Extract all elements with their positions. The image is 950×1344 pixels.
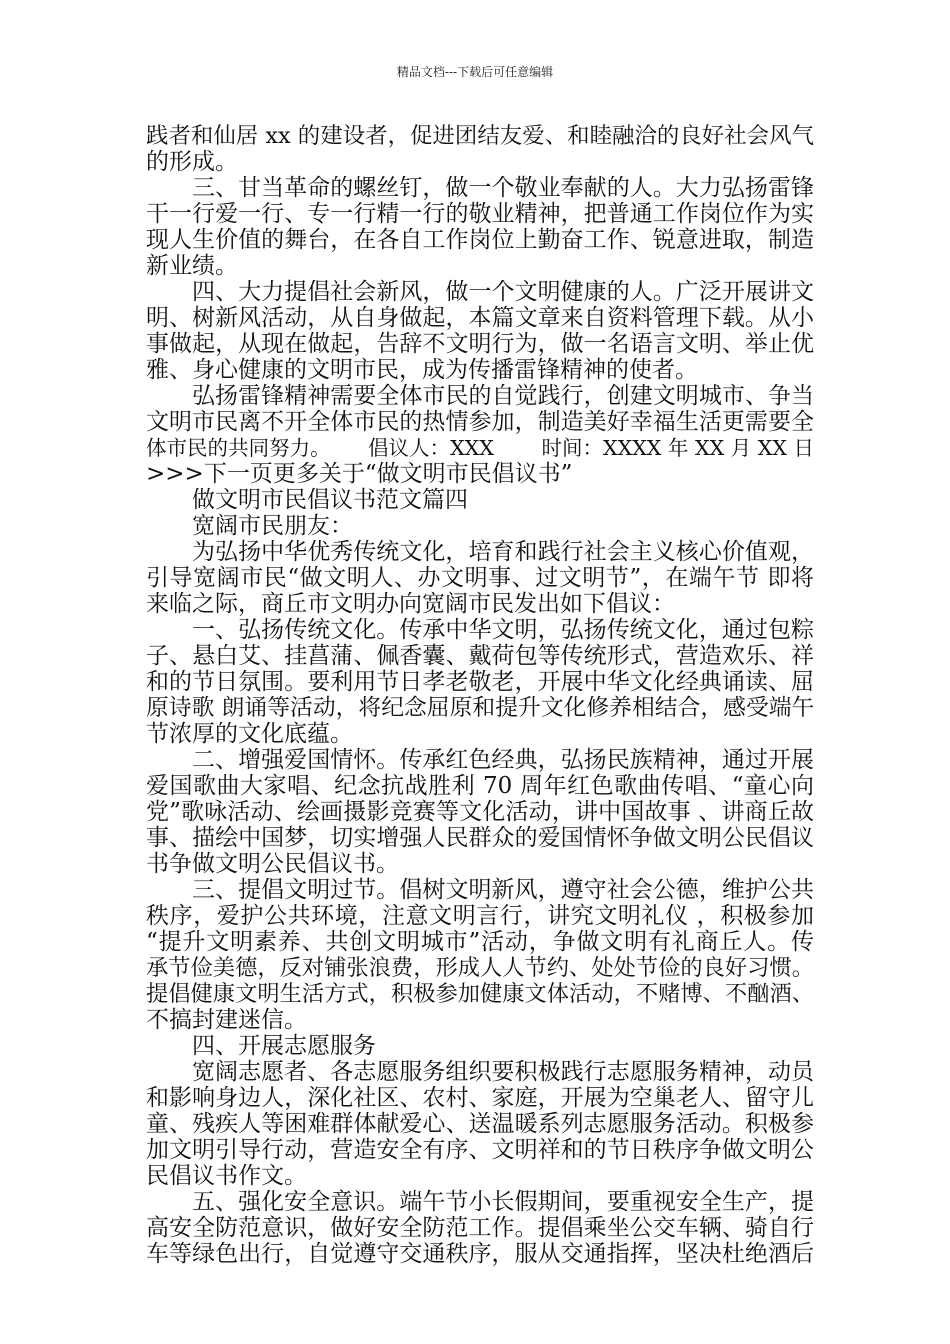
document-body [146, 123, 814, 1267]
text-line: 三、提倡文明过节。倡树文明新风，遵守社会公德，维护公共 [192, 877, 814, 903]
text-line: 党”歌咏活动、绘画摄影竞赛等文化活动，讲中国故事 、讲商丘故 [146, 799, 814, 825]
text-line: 民倡议书作文。 [146, 1163, 307, 1189]
text-line: 来临之际，商丘市文明办向宽阔市民发出如下倡议： [146, 591, 675, 617]
text-line: 做文明市民倡议书范文篇四 [192, 487, 468, 513]
text-line: 新业绩。 [146, 253, 238, 279]
text-line: 二、增强爱国情怀。传承红色经典，弘扬民族精神，通过开展 [192, 747, 814, 773]
text-line: 秩序，爱护公共环境，注意文明言行，讲究文明礼仪 ，积极参加 [146, 903, 814, 929]
text-line: 四、大力提倡社会新风，做一个文明健康的人。广泛开展讲文 [192, 279, 814, 305]
text-line: 节浓厚的文化底蕴。 [146, 721, 353, 747]
text-line: 干一行爱一行、专一行精一行的敬业精神，把普通工作岗位作为实 [146, 201, 814, 227]
text-line: 高安全防范意识，做好安全防范工作。提倡乘坐公交车辆、骑自行 [146, 1215, 814, 1241]
text-line: 爱国歌曲大家唱、纪念抗战胜利 70 周年红色歌曲传唱、“童心向 [146, 773, 814, 799]
text-line: 和影响身边人，深化社区、农村、家庭，开展为空巢老人、留守儿 [146, 1085, 814, 1111]
text-line: >>>下一页更多关于“做文明市民倡议书” [146, 461, 573, 487]
text-line: 体市民的共同努力。 倡议人：XXX 时间：XXXX 年 XX 月 XX 日 [146, 436, 814, 460]
text-line: 子、悬白艾、挂菖蒲、佩香囊、戴荷包等传统形式，营造欢乐、祥 [146, 643, 814, 669]
text-line: 五、强化安全意识。端午节小长假期间，要重视安全生产，提 [192, 1189, 814, 1215]
page-header: 精品文档---下载后可任意编辑 [396, 65, 554, 79]
text-line: 三、甘当革命的螺丝钉，做一个敬业奉献的人。大力弘扬雷锋 [192, 175, 814, 201]
text-line: 践者和仙居 xx 的建设者，促进团结友爱、和睦融洽的良好社会风气 [146, 123, 814, 149]
text-line: 宽阔市民朋友： [192, 513, 353, 539]
text-line: 原诗歌 朗诵等活动，将纪念屈原和提升文化修养相结合，感受端午 [146, 695, 815, 721]
text-line: 现人生价值的舞台，在各自工作岗位上勤奋工作、锐意进取，制造 [146, 227, 814, 253]
text-line: 的形成。 [146, 149, 238, 175]
text-line: “提升文明素养、共创文明城市”活动，争做文明有礼商丘人。传 [146, 929, 814, 955]
text-line: 文明市民离不开全体市民的热情参加，制造美好幸福生活更需要全 [146, 409, 814, 435]
text-line: 引导宽阔市民“做文明人、办文明事、过文明节”，在端午节 即将 [146, 565, 814, 591]
text-line: 提倡健康文明生活方式，积极参加健康文体活动，不赌博、不酗酒、 [146, 981, 814, 1007]
text-line: 承节俭美德，反对铺张浪费，形成人人节约、处处节俭的良好习惯。 [146, 955, 814, 981]
text-line: 明、树新风活动，从自身做起，本篇文章来自资料管理下载。从小 [146, 305, 814, 331]
text-line: 一、弘扬传统文化。传承中华文明，弘扬传统文化，通过包粽 [192, 617, 814, 643]
text-line: 宽阔志愿者、各志愿服务组织要积极践行志愿服务精神，动员 [192, 1059, 814, 1085]
text-line: 书争做文明公民倡议书。 [146, 851, 399, 877]
text-line: 弘扬雷锋精神需要全体市民的自觉践行，创建文明城市、争当 [192, 383, 814, 409]
text-line: 车等绿色出行，自觉遵守交通秩序，服从交通指挥，坚决杜绝酒后 [146, 1241, 814, 1267]
text-line: 事、描绘中国梦，切实增强人民群众的爱国情怀争做文明公民倡议 [146, 825, 814, 851]
text-line: 事做起，从现在做起，告辞不文明行为，做一名语言文明、举止优 [146, 331, 814, 357]
text-line: 加文明引导行动，营造安全有序、文明祥和的节日秩序争做文明公 [146, 1137, 814, 1163]
text-line: 不搞封建迷信。 [146, 1007, 307, 1033]
text-line: 四、开展志愿服务 [192, 1033, 376, 1059]
text-line: 雅、身心健康的文明市民，成为传播雷锋精神的使者。 [146, 357, 698, 383]
text-line: 童、残疾人等困难群体献爱心、送温暖系列志愿服务活动。积极参 [146, 1111, 814, 1137]
text-line: 为弘扬中华优秀传统文化，培育和践行社会主义核心价值观， [192, 539, 814, 565]
text-line: 和的节日氛围。要利用节日孝老敬老，开展中华文化经典诵读、屈 [146, 669, 814, 695]
